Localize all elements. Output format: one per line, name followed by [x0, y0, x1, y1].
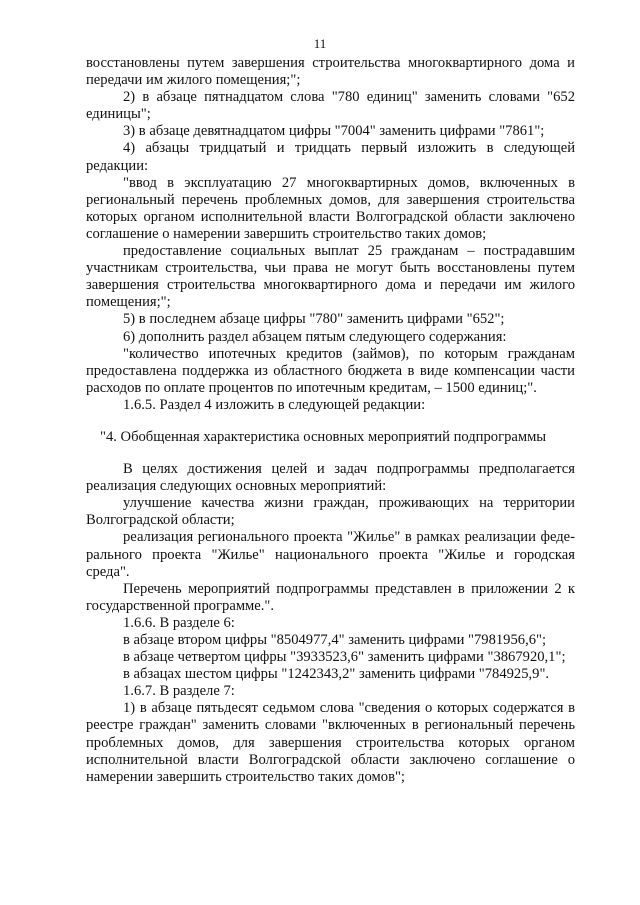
- paragraph: 6) дополнить раздел абзацем пятым следующего содержания:: [123, 328, 507, 345]
- paragraph: 1.6.6. В разделе 6:: [123, 614, 235, 631]
- paragraph: 1) в абзаце пятьдесят седьмом слова "сведения о которых содержатся в реестре граждан" заменить словами "включенных в региональный перечень проблемных домов, для завершения строительства которых органом исполнительной власти Волгоградской области заключено соглашение о намерении завершить строительство таких домов";: [86, 700, 575, 785]
- paragraph: реализация регионального проекта "Жилье" в рамках реализации феде-рального проекта "Жилье" национального проекта "Жилье и городская среда".: [86, 529, 575, 580]
- paragraph: 5) в последнем абзаце цифры "780" заменить цифрами "652";: [123, 311, 505, 328]
- paragraph: 3) в абзаце девятнадцатом цифры "7004" заменить цифрами "7861";: [123, 123, 545, 140]
- paragraph: предоставление социальных выплат 25 гражданам – пострадавшим участникам строительства, чьи права не могут быть восстановлены путем завершения строительства многоквартирного дома и передачи им жилого помещения;";: [86, 243, 575, 311]
- paragraph: восстановлены путем завершения строительства многоквартирного дома и передачи им жилого помещения;";: [86, 55, 575, 89]
- paragraph: Перечень мероприятий подпрограммы представлен в приложении 2 к государственной программе.".: [86, 580, 575, 614]
- paragraph: В целях достижения целей и задач подпрограммы предполагается реализация следующих основных мероприятий:: [86, 461, 575, 495]
- paragraph: "количество ипотечных кредитов (займов), по которым гражданам предоставлена поддержка из областного бюджета в виде компенсации части расходов по оплате процентов по ипотечным кредитам, – 1500 единиц;".: [86, 345, 575, 396]
- page-number: 11: [313, 36, 327, 51]
- paragraph: в абзаце втором цифры "8504977,4" заменить цифрами "7981956,6";: [123, 632, 547, 648]
- paragraph: 1.6.5. Раздел 4 изложить в следующей редакции:: [123, 396, 426, 413]
- section-heading: "4. Обобщенная характеристика основных мероприятий подпрограммы: [100, 428, 547, 445]
- paragraph: 4) абзацы тридцатый и тридцать первый изложить в следующей редакции:: [86, 140, 575, 174]
- paragraph: в абзаце четвертом цифры "3933523,6" заменить цифрами "3867920,1";: [123, 649, 566, 666]
- paragraph: "ввод в эксплуатацию 27 многоквартирных домов, включенных в региональный перечень проблемных домов, для завершения строительства которых органом исполнительной власти Волгоградской области заключено соглашение о намерении завершить строительство таких домов;: [86, 174, 575, 242]
- paragraph: 1.6.7. В разделе 7:: [123, 683, 235, 700]
- paragraph: в абзацах шестом цифры "1242343,2" заменить цифрами "784925,9".: [123, 666, 550, 683]
- document-body: [86, 55, 575, 786]
- paragraph: улучшение качества жизни граждан, проживающих на территории Волгоградской области;: [86, 495, 575, 529]
- paragraph: 2) в абзаце пятнадцатом слова "780 единиц" заменить словами "652 единицы";: [86, 89, 575, 123]
